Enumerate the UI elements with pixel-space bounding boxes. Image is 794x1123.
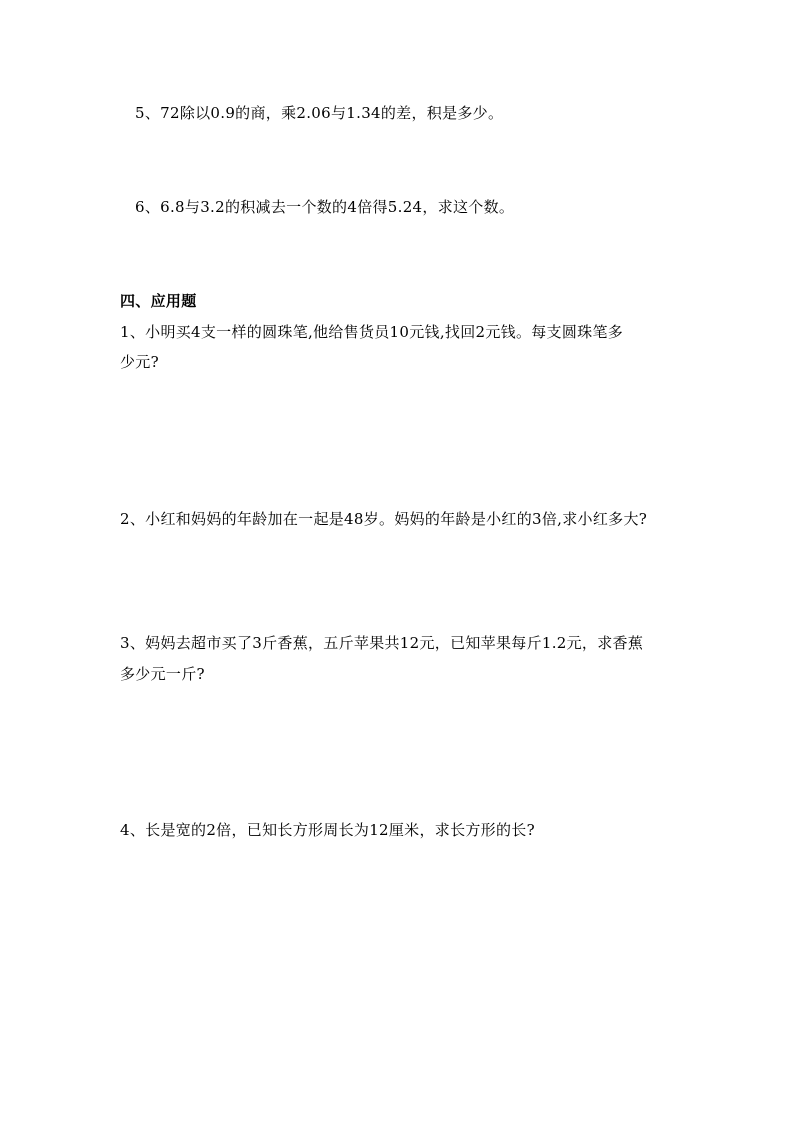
word-problem-3-line-1: 3、妈妈去超市买了3斤香蕉，五斤苹果共12元，已知苹果每斤1.2元，求香蕉 (120, 634, 644, 652)
problem-5: 5、72除以0.9的商，乘2.06与1.34的差，积是多少。 (135, 104, 504, 122)
section-title: 四、应用题 (120, 292, 197, 310)
problem-6: 6、6.8与3.2的积减去一个数的4倍得5.24，求这个数。 (135, 198, 515, 216)
word-problem-1-line-2: 少元? (120, 353, 159, 371)
word-problem-1-line-1: 1、小明买4支一样的圆珠笔,他给售货员10元钱,找回2元钱。每支圆珠笔多 (120, 323, 624, 341)
word-problem-2-line-1: 2、小红和妈妈的年龄加在一起是48岁。妈妈的年龄是小红的3倍,求小红多大? (120, 510, 648, 528)
word-problem-3-line-2: 多少元一斤? (120, 665, 205, 683)
word-problem-4-line-1: 4、长是宽的2倍，已知长方形周长为12厘米，求长方形的长? (120, 821, 535, 839)
